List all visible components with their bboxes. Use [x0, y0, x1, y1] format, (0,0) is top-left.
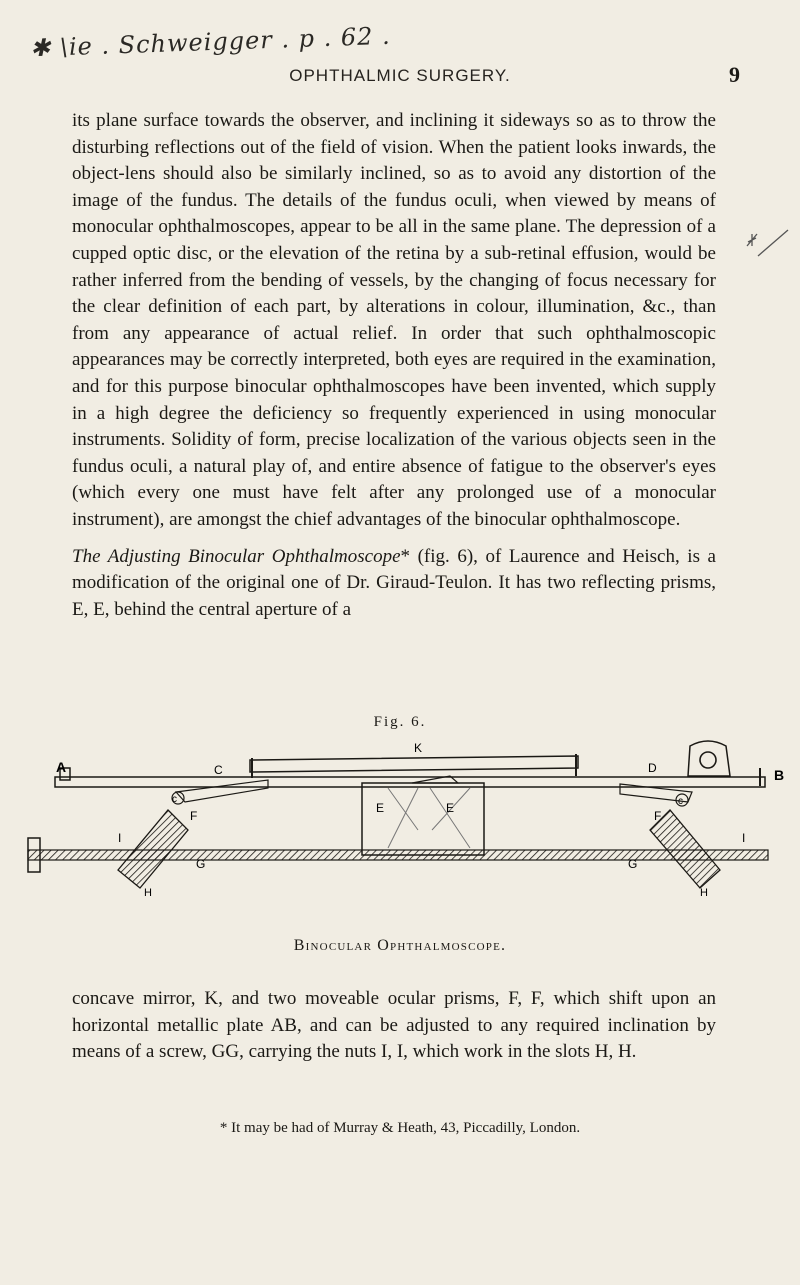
- binocular-ophthalmoscope-figure: [0, 738, 800, 908]
- label-g-right: G: [628, 857, 638, 871]
- concave-mirror-k: [250, 756, 578, 772]
- label-c: C: [214, 763, 223, 777]
- paragraph-2-body: * (fig. 6), of Laurence and Heisch, is a modification of the original one of Dr. Giraud-Teulon. It has two reflecting prisms, E, E, behind the central aperture of a: [72, 545, 716, 620]
- page-number: 9: [729, 62, 740, 87]
- label-k: K: [414, 741, 423, 755]
- ocular-prism-left: [118, 810, 188, 888]
- label-g-left: G: [196, 857, 206, 871]
- label-f-right: F: [654, 809, 662, 823]
- footnote: * It may be had of Murray & Heath, 43, Piccadilly, London.: [219, 1120, 581, 1136]
- label-b: B: [774, 767, 785, 783]
- body-text-top: [72, 108, 716, 623]
- label-e-right: E: [446, 801, 455, 815]
- label-c-small-left: c: [172, 794, 177, 805]
- margin-annotation-mark: [744, 220, 794, 264]
- paragraph-2-title: The Adjusting Binocular Ophthalmoscope: [72, 545, 401, 567]
- label-e-left: E: [376, 801, 385, 815]
- handwritten-note: ✱ \ie . Schweigger . p . 62 .: [29, 21, 392, 63]
- plate-ab: [55, 777, 765, 787]
- paragraph-3: concave mirror, K, and two moveable ocular prisms, F, F, which shift upon an horizontal metallic plate AB, and can be adjusted to any required inclination by means of a screw, GG, carrying the nuts I, I, which work in the slots H, H.: [72, 988, 716, 1063]
- central-aperture-box: [362, 783, 484, 855]
- figure-drawing: [0, 738, 800, 908]
- body-text-bottom: [72, 986, 716, 1066]
- label-h-left: H: [144, 887, 152, 899]
- label-a: A: [56, 759, 67, 775]
- label-i-right: I: [742, 831, 746, 845]
- figure-label: Fig. 6.: [373, 714, 427, 730]
- label-h-right: H: [700, 887, 708, 899]
- paragraph-1: its plane surface towards the observer, and inclining it sideways so as to throw the disturbing reflections out of the field of vision. When the patient looks inwards, the object-lens should also be similarly inclined, so as to avoid any distortion of the image of the fundus. The details of the fundus oculi, when viewed by means of monocular ophthalmoscopes, appear to be all in the same plane. The depression of a cupped optic disc, or the elevation of the retina by a sub-retinal effusion, would be rather inferred from the bending of vessels, by the changing of focus necessary for the clear definition of each part, by alterations in colour, illumination, &c., than from any appearance of actual relief. In order that such ophthalmoscopic appearances may be correctly interpreted, both eyes are required in the examination, and for this purpose binocular ophthalmoscopes have been invented, which supply in a high degree the deficiency so frequently experienced in using monocular instruments. Solidity of form, precise localization of the various objects seen in the fundus oculi, a natural play of, and entire absence of fatigue to the observer's eyes (which every one must have felt after any prolonged use of a monocular instrument), are amongst the chief advantages of the binocular ophthalmoscope.: [72, 110, 716, 530]
- eyepiece: [688, 741, 730, 776]
- label-d: D: [648, 761, 657, 775]
- label-c-small-right: c: [678, 796, 683, 807]
- figure-caption: Binocular Ophthalmoscope.: [293, 937, 507, 954]
- paragraph-2: [72, 544, 716, 624]
- running-head: OPHTHALMIC SURGERY.: [289, 66, 511, 85]
- label-i-left: I: [118, 831, 122, 845]
- label-f-left: F: [190, 809, 198, 823]
